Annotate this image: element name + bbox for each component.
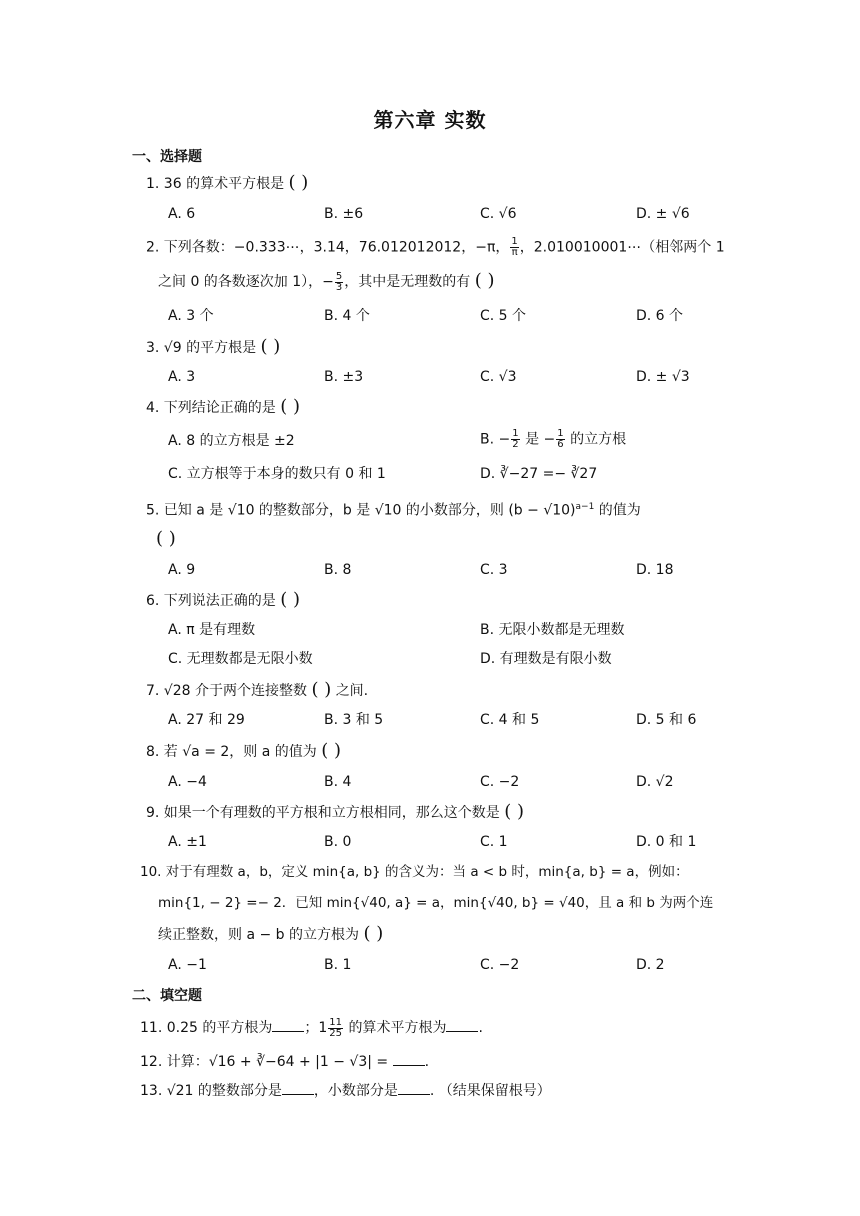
- q5-option-a: A. 9: [168, 562, 196, 578]
- q3-option-a: A. 3: [168, 369, 196, 385]
- q4-option-a: A. 8 的立方根是 ±2: [168, 433, 295, 449]
- answer-blank[interactable]: [393, 1051, 425, 1066]
- answer-blank[interactable]: [398, 1080, 430, 1095]
- question-10-line-1: 10. 对于有理数 a，b，定义 min{a, b} 的含义为：当 a < b 时，min{a, b} = a，例如：: [140, 864, 689, 880]
- q2-option-b: B. 4 个: [324, 308, 370, 324]
- q7-option-c: C. 4 和 5: [480, 712, 540, 728]
- q2-option-c: C. 5 个: [480, 308, 527, 324]
- q7-option-d: D. 5 和 6: [636, 712, 697, 728]
- q8-option-c: C. −2: [480, 774, 520, 790]
- question-5-stem-b: 的值为: [594, 502, 641, 519]
- question-10-line-2: min{1, − 2} =− 2．已知 min{√40, a} = a，min{√40, b} = √40，且 a 和 b 为两个连: [158, 895, 714, 911]
- q10-option-d: D. 2: [636, 957, 665, 973]
- q6-option-c: C. 无理数都是无限小数: [168, 651, 313, 667]
- question-12-stem: 12. 计算：√16 + ∛−64 + |1 − √3| =: [140, 1054, 393, 1070]
- q9-option-b: B. 0: [324, 834, 352, 850]
- question-5-stem: 5. 已知 a 是 √10 的整数部分，b 是 √10 的小数部分，则 (b − √10): [146, 502, 576, 519]
- section-choice-heading: 一、选择题: [132, 149, 202, 165]
- question-2-text-c: 之间 0 的各数逐次加 1），−: [158, 274, 334, 290]
- question-13-stem: 13. √21 的整数部分是: [140, 1083, 282, 1099]
- q5-option-d: D. 18: [636, 562, 674, 578]
- q4-option-b: B. − $\frac{1}{2}$ 是 − $\frac{1}{6}$ 的立方根: [480, 428, 627, 450]
- q1-option-d: D. ± √6: [636, 206, 690, 222]
- exponent: a−1: [575, 502, 595, 512]
- q6-option-d: D. 有理数是有限小数: [480, 651, 612, 667]
- fraction: $\frac{11}{25}$: [329, 1016, 342, 1039]
- q3-option-b: B. ±3: [324, 369, 364, 385]
- question-11-text-b: 的算术平方根为: [344, 1020, 447, 1036]
- answer-blank[interactable]: [272, 1017, 304, 1032]
- question-13-text: ，小数部分是: [313, 1083, 398, 1099]
- fraction: $\frac{1}{\pi}$: [511, 236, 518, 258]
- q8-option-d: D. √2: [636, 774, 674, 790]
- q10-option-b: B. 1: [324, 957, 352, 973]
- q5-option-c: C. 3: [480, 562, 508, 578]
- question-8-stem: 8. 若 √a = 2，则 a 的值为: [146, 744, 317, 760]
- question-13-end: . （结果保留根号）: [429, 1083, 551, 1099]
- question-3-stem: 3. √9 的平方根是: [146, 340, 257, 356]
- question-7-stem-b: 之间.: [335, 683, 369, 699]
- q7-option-a: A. 27 和 29: [168, 712, 245, 728]
- question-6: [146, 590, 300, 611]
- fraction: $\frac{5}{3}$: [335, 270, 343, 293]
- q4-option-c: C. 立方根等于本身的数只有 0 和 1: [168, 466, 386, 482]
- page-title: 第六章 实数: [373, 108, 487, 132]
- question-11-text: ；1: [304, 1020, 328, 1036]
- answer-blank[interactable]: [282, 1080, 314, 1095]
- question-5-line-1: [146, 497, 641, 521]
- q3-option-c: C. √3: [480, 369, 517, 385]
- q8-option-a: A. −4: [168, 774, 207, 790]
- question-3: [146, 337, 280, 358]
- question-12-end: .: [424, 1054, 430, 1070]
- q7-option-b: B. 3 和 5: [324, 712, 384, 728]
- q4-option-d: D. ∛−27 =− ∛27: [480, 466, 598, 482]
- question-11-end: .: [478, 1020, 483, 1036]
- answer-paren: ( ): [504, 801, 525, 822]
- question-7-stem: 7. √28 介于两个连接整数: [146, 683, 307, 699]
- question-2-line-2: [158, 271, 495, 293]
- answer-paren: ( ): [156, 528, 176, 549]
- question-6-stem: 6. 下列说法正确的是: [146, 593, 276, 609]
- q1-option-b: B. ±6: [324, 206, 364, 222]
- q6-option-a: A. π 是有理数: [168, 622, 256, 638]
- q9-option-a: A. ±1: [168, 834, 207, 850]
- answer-paren: ( ): [280, 396, 301, 417]
- q10-option-a: A. −1: [168, 957, 207, 973]
- question-2-text: 2. 下列各数：−0.333⋯，3.14，76.012012012，−π，: [146, 239, 510, 256]
- section-fill-heading: 二、填空题: [132, 988, 202, 1004]
- question-10-line-3: [158, 924, 383, 945]
- question-4: [146, 397, 300, 418]
- answer-paren: ( ): [321, 740, 342, 761]
- answer-paren: ( ): [260, 336, 281, 357]
- q9-option-d: D. 0 和 1: [636, 834, 697, 850]
- answer-blank[interactable]: [446, 1017, 478, 1032]
- q2-option-d: D. 6 个: [636, 308, 684, 324]
- question-7: [146, 680, 368, 701]
- answer-paren: ( ): [280, 589, 301, 610]
- q10-option-c: C. −2: [480, 957, 520, 973]
- answer-paren: ( ): [311, 679, 332, 700]
- question-13: [140, 1080, 551, 1101]
- answer-paren: ( ): [474, 270, 495, 291]
- question-4-stem: 4. 下列结论正确的是: [146, 400, 276, 416]
- question-9: [146, 802, 524, 823]
- question-2-text-b: ，2.010010001⋯（相邻两个 1: [519, 239, 725, 256]
- fraction: $\frac{1}{6}$: [557, 428, 564, 450]
- question-10-stem: 续正整数，则 a − b 的立方根为: [158, 927, 359, 943]
- q1-option-c: C. √6: [480, 206, 517, 222]
- question-11: [140, 1017, 483, 1039]
- q8-option-b: B. 4: [324, 774, 352, 790]
- question-2-text-d: ，其中是无理数的有: [344, 274, 471, 290]
- q6-option-b: B. 无限小数都是无理数: [480, 622, 625, 638]
- q2-option-a: A. 3 个: [168, 308, 214, 324]
- q1-option-a: A. 6: [168, 206, 196, 222]
- question-5-line-2: [156, 529, 176, 550]
- q9-option-c: C. 1: [480, 834, 508, 850]
- question-2-line-1: [146, 237, 725, 258]
- question-11-stem: 11. 0.25 的平方根为: [140, 1020, 273, 1036]
- fraction: $\frac{1}{2}$: [512, 428, 519, 450]
- question-9-stem: 9. 如果一个有理数的平方根和立方根相同，那么这个数是: [146, 805, 500, 821]
- question-8: [146, 741, 341, 762]
- question-1-stem: 1. 36 的算术平方根是: [146, 176, 285, 192]
- question-1: [146, 173, 308, 194]
- answer-paren: ( ): [363, 923, 384, 944]
- q3-option-d: D. ± √3: [636, 369, 690, 385]
- q5-option-b: B. 8: [324, 562, 352, 578]
- answer-paren: ( ): [288, 172, 309, 193]
- question-12: [140, 1051, 429, 1072]
